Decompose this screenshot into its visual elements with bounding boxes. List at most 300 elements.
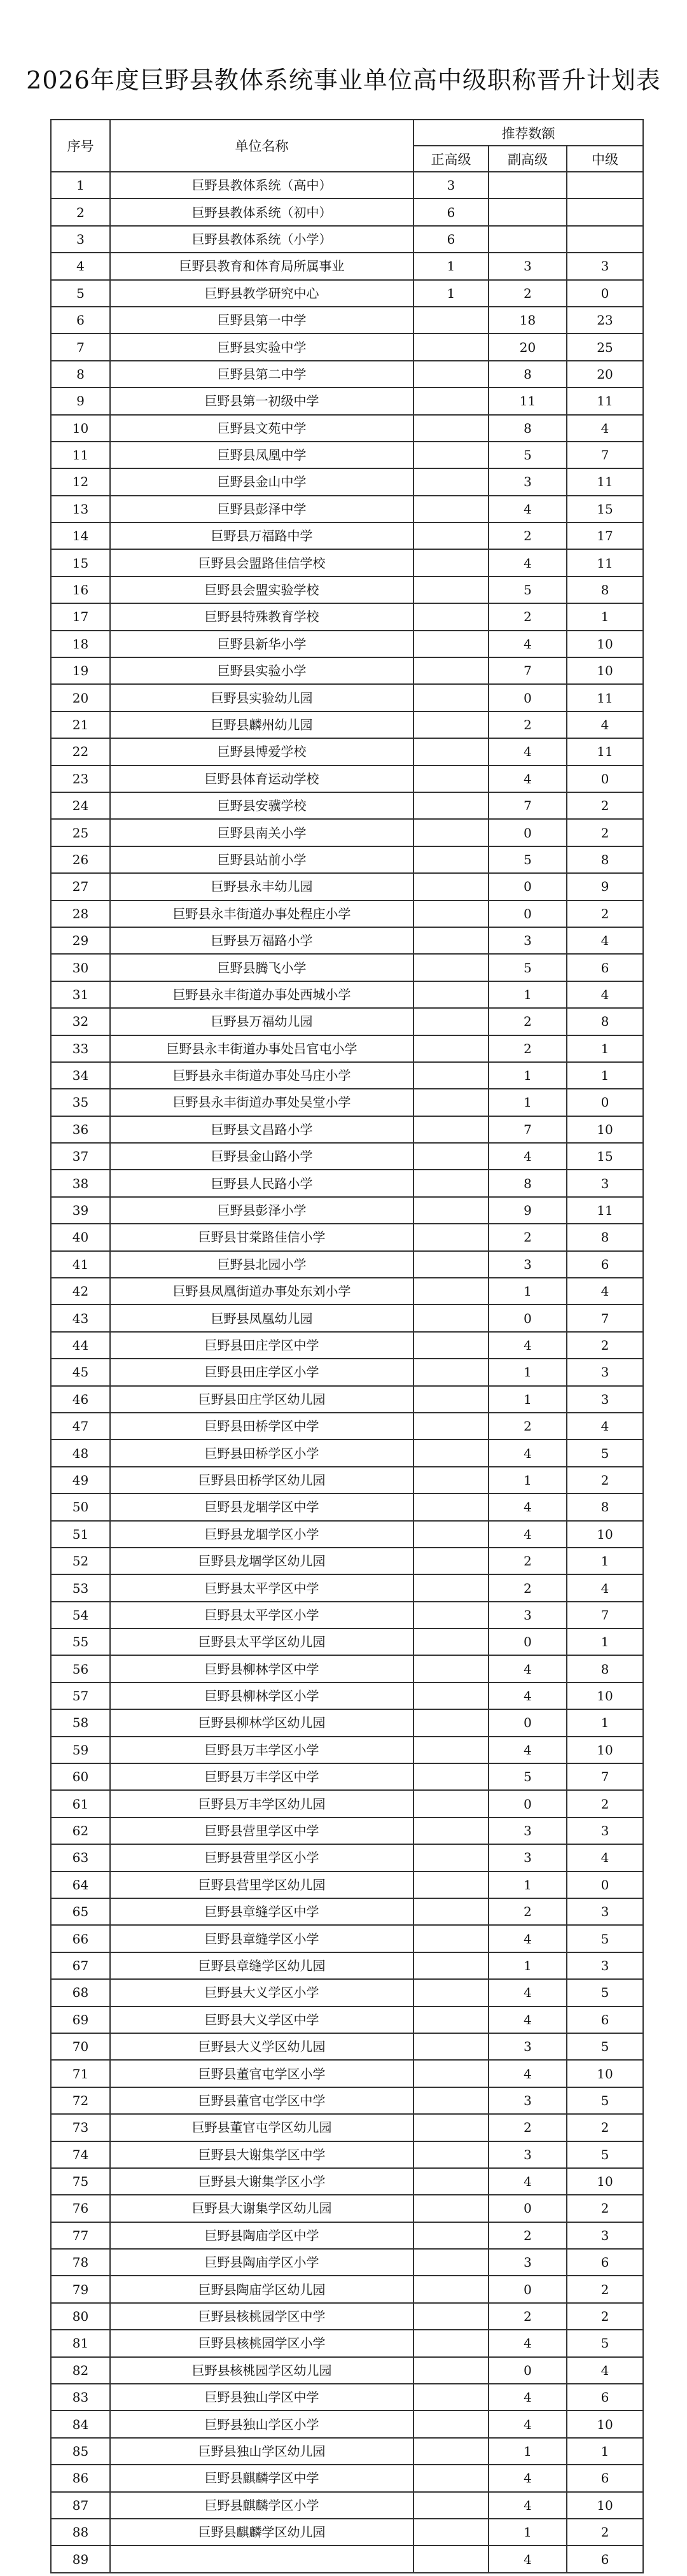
cell-senior bbox=[413, 1925, 489, 1952]
cell-unit-name: 巨野县麒麟学区幼儿园 bbox=[110, 2519, 413, 2545]
table-row bbox=[51, 253, 643, 279]
table-row bbox=[51, 1979, 643, 2006]
cell-vice-senior: 8 bbox=[489, 415, 567, 442]
cell-vice-senior: 4 bbox=[489, 2411, 567, 2437]
cell-vice-senior: 2 bbox=[489, 603, 567, 630]
cell-vice-senior bbox=[489, 172, 567, 199]
cell-senior: 1 bbox=[413, 253, 489, 279]
cell-vice-senior: 4 bbox=[489, 2384, 567, 2411]
cell-unit-name: 巨野县营里学区小学 bbox=[110, 1844, 413, 1871]
cell-senior bbox=[413, 2060, 489, 2087]
table-row bbox=[51, 1872, 643, 1898]
cell-middle: 8 bbox=[567, 1008, 643, 1035]
cell-unit-name: 巨野县第一初级中学 bbox=[110, 388, 413, 414]
cell-vice-senior: 2 bbox=[489, 1898, 567, 1925]
cell-senior bbox=[413, 738, 489, 765]
cell-vice-senior: 1 bbox=[489, 1089, 567, 1116]
cell-no: 74 bbox=[51, 2141, 110, 2168]
cell-unit-name: 巨野县章缝学区小学 bbox=[110, 1925, 413, 1952]
cell-middle: 3 bbox=[567, 1817, 643, 1844]
cell-unit-name: 巨野县田桥学区幼儿园 bbox=[110, 1467, 413, 1494]
cell-unit-name: 巨野县大义学区幼儿园 bbox=[110, 2033, 413, 2060]
cell-middle: 4 bbox=[567, 927, 643, 954]
cell-vice-senior: 1 bbox=[489, 1359, 567, 1385]
cell-senior bbox=[413, 1251, 489, 1278]
cell-unit-name: 巨野县文昌路小学 bbox=[110, 1116, 413, 1143]
cell-no: 24 bbox=[51, 792, 110, 819]
cell-vice-senior: 3 bbox=[489, 2087, 567, 2114]
cell-middle: 0 bbox=[567, 1089, 643, 1116]
table-row bbox=[51, 1709, 643, 1736]
cell-unit-name: 巨野县万丰学区幼儿园 bbox=[110, 1790, 413, 1817]
cell-unit-name: 巨野县核桃园学区幼儿园 bbox=[110, 2357, 413, 2384]
cell-senior bbox=[413, 1008, 489, 1035]
table-row bbox=[51, 954, 643, 981]
cell-senior bbox=[413, 1521, 489, 1548]
cell-unit-name: 巨野县凤凰街道办事处东刘小学 bbox=[110, 1278, 413, 1305]
cell-vice-senior bbox=[489, 226, 567, 253]
cell-no: 39 bbox=[51, 1197, 110, 1224]
cell-middle: 15 bbox=[567, 1143, 643, 1170]
cell-unit-name: 巨野县大谢集学区中学 bbox=[110, 2141, 413, 2168]
cell-middle: 20 bbox=[567, 361, 643, 388]
cell-middle: 1 bbox=[567, 1709, 643, 1736]
cell-vice-senior: 4 bbox=[489, 766, 567, 792]
header-vice-senior: 副高级 bbox=[489, 146, 567, 172]
cell-senior bbox=[413, 954, 489, 981]
cell-middle: 11 bbox=[567, 684, 643, 711]
cell-senior bbox=[413, 2141, 489, 2168]
cell-no: 9 bbox=[51, 388, 110, 414]
table-row bbox=[51, 766, 643, 792]
cell-no: 34 bbox=[51, 1062, 110, 1089]
cell-unit-name: 巨野县新华小学 bbox=[110, 631, 413, 657]
cell-unit-name: 巨野县陶庙学区幼儿园 bbox=[110, 2276, 413, 2302]
cell-senior bbox=[413, 927, 489, 954]
cell-vice-senior: 4 bbox=[489, 1439, 567, 1466]
cell-no: 15 bbox=[51, 549, 110, 576]
cell-senior bbox=[413, 1386, 489, 1413]
cell-unit-name: 巨野县田桥学区中学 bbox=[110, 1413, 413, 1439]
cell-senior bbox=[413, 496, 489, 522]
cell-vice-senior: 5 bbox=[489, 846, 567, 873]
table-row bbox=[51, 1008, 643, 1035]
table-row bbox=[51, 1251, 643, 1278]
cell-middle: 10 bbox=[567, 1521, 643, 1548]
cell-vice-senior: 20 bbox=[489, 333, 567, 360]
cell-unit-name: 巨野县营里学区中学 bbox=[110, 1817, 413, 1844]
cell-senior bbox=[413, 361, 489, 388]
cell-no: 78 bbox=[51, 2249, 110, 2276]
table-row bbox=[51, 522, 643, 549]
cell-senior bbox=[413, 2465, 489, 2491]
cell-middle: 10 bbox=[567, 2060, 643, 2087]
cell-unit-name: 巨野县站前小学 bbox=[110, 846, 413, 873]
cell-no: 63 bbox=[51, 1844, 110, 1871]
table-row bbox=[51, 1628, 643, 1655]
cell-middle: 6 bbox=[567, 2006, 643, 2033]
cell-senior bbox=[413, 2330, 489, 2356]
cell-vice-senior: 5 bbox=[489, 1763, 567, 1790]
cell-vice-senior: 18 bbox=[489, 307, 567, 333]
cell-vice-senior: 7 bbox=[489, 792, 567, 819]
document-title: 2026年度巨野县教体系统事业单位高中级职称晋升计划表 bbox=[26, 66, 661, 94]
cell-no: 66 bbox=[51, 1925, 110, 1952]
cell-vice-senior: 0 bbox=[489, 2357, 567, 2384]
cell-unit-name: 巨野县实验中学 bbox=[110, 333, 413, 360]
cell-senior bbox=[413, 846, 489, 873]
cell-senior bbox=[413, 2033, 489, 2060]
cell-unit-name: 巨野县凤凰中学 bbox=[110, 442, 413, 468]
table-row bbox=[51, 280, 643, 307]
cell-middle: 11 bbox=[567, 549, 643, 576]
cell-unit-name: 巨野县章缝学区幼儿园 bbox=[110, 1952, 413, 1979]
cell-senior bbox=[413, 631, 489, 657]
table-row bbox=[51, 711, 643, 738]
table-row bbox=[51, 2465, 643, 2491]
cell-middle: 9 bbox=[567, 873, 643, 900]
cell-middle: 5 bbox=[567, 1439, 643, 1466]
cell-no: 61 bbox=[51, 1790, 110, 1817]
table-row bbox=[51, 2195, 643, 2222]
cell-senior bbox=[413, 577, 489, 603]
table-row bbox=[51, 981, 643, 1008]
cell-unit-name: 巨野县特殊教育学校 bbox=[110, 603, 413, 630]
cell-middle: 1 bbox=[567, 1628, 643, 1655]
cell-no: 43 bbox=[51, 1305, 110, 1331]
cell-vice-senior: 3 bbox=[489, 2141, 567, 2168]
cell-unit-name: 巨野县会盟实验学校 bbox=[110, 577, 413, 603]
cell-senior: 3 bbox=[413, 172, 489, 199]
cell-senior bbox=[413, 1574, 489, 1601]
cell-senior: 6 bbox=[413, 199, 489, 225]
cell-middle: 5 bbox=[567, 1925, 643, 1952]
cell-unit-name: 巨野县董官屯学区小学 bbox=[110, 2060, 413, 2087]
cell-senior bbox=[413, 1035, 489, 1062]
cell-middle: 8 bbox=[567, 1655, 643, 1682]
header-unit-name: 单位名称 bbox=[110, 120, 413, 172]
table-row bbox=[51, 1655, 643, 1682]
cell-unit-name: 巨野县永丰街道办事处西城小学 bbox=[110, 981, 413, 1008]
cell-middle: 10 bbox=[567, 2492, 643, 2519]
table-row bbox=[51, 1332, 643, 1359]
cell-no: 33 bbox=[51, 1035, 110, 1062]
cell-middle: 3 bbox=[567, 1952, 643, 1979]
cell-middle: 1 bbox=[567, 1062, 643, 1089]
cell-middle: 2 bbox=[567, 2519, 643, 2545]
table-row bbox=[51, 2114, 643, 2141]
cell-unit-name: 巨野县董官屯学区中学 bbox=[110, 2087, 413, 2114]
cell-vice-senior: 3 bbox=[489, 1817, 567, 1844]
cell-senior bbox=[413, 1952, 489, 1979]
cell-vice-senior: 0 bbox=[489, 819, 567, 846]
cell-no: 44 bbox=[51, 1332, 110, 1359]
cell-no: 77 bbox=[51, 2222, 110, 2249]
cell-senior bbox=[413, 2276, 489, 2302]
cell-no: 68 bbox=[51, 1979, 110, 2006]
cell-unit-name: 巨野县彭泽中学 bbox=[110, 496, 413, 522]
cell-unit-name: 巨野县北园小学 bbox=[110, 1251, 413, 1278]
cell-no: 32 bbox=[51, 1008, 110, 1035]
cell-middle: 4 bbox=[567, 1413, 643, 1439]
cell-unit-name: 巨野县体育运动学校 bbox=[110, 766, 413, 792]
cell-unit-name: 巨野县麒麟学区中学 bbox=[110, 2465, 413, 2491]
cell-unit-name: 巨野县金山中学 bbox=[110, 468, 413, 495]
cell-no: 40 bbox=[51, 1224, 110, 1250]
cell-vice-senior: 1 bbox=[489, 2438, 567, 2465]
cell-no: 10 bbox=[51, 415, 110, 442]
cell-vice-senior: 0 bbox=[489, 873, 567, 900]
cell-unit-name: 巨野县实验幼儿园 bbox=[110, 684, 413, 711]
cell-vice-senior: 1 bbox=[489, 1467, 567, 1494]
cell-middle: 10 bbox=[567, 2168, 643, 2195]
cell-vice-senior: 5 bbox=[489, 442, 567, 468]
cell-senior bbox=[413, 900, 489, 927]
cell-unit-name: 巨野县独山学区中学 bbox=[110, 2384, 413, 2411]
cell-senior bbox=[413, 1439, 489, 1466]
cell-senior bbox=[413, 766, 489, 792]
cell-middle: 8 bbox=[567, 1494, 643, 1520]
cell-vice-senior: 4 bbox=[489, 1494, 567, 1520]
cell-unit-name: 巨野县南关小学 bbox=[110, 819, 413, 846]
cell-senior bbox=[413, 873, 489, 900]
cell-middle: 23 bbox=[567, 307, 643, 333]
cell-no: 67 bbox=[51, 1952, 110, 1979]
table-row bbox=[51, 1062, 643, 1089]
table-row bbox=[51, 1737, 643, 1763]
table-row bbox=[51, 577, 643, 603]
cell-senior bbox=[413, 2384, 489, 2411]
cell-no: 30 bbox=[51, 954, 110, 981]
cell-no: 71 bbox=[51, 2060, 110, 2087]
cell-unit-name: 巨野县腾飞小学 bbox=[110, 954, 413, 981]
cell-unit-name: 巨野县龙堌学区小学 bbox=[110, 1521, 413, 1548]
cell-vice-senior: 2 bbox=[489, 522, 567, 549]
cell-middle: 8 bbox=[567, 577, 643, 603]
cell-no: 56 bbox=[51, 1655, 110, 1682]
cell-no: 52 bbox=[51, 1548, 110, 1574]
cell-unit-name: 巨野县大义学区小学 bbox=[110, 1979, 413, 2006]
cell-unit-name: 巨野县营里学区幼儿园 bbox=[110, 1872, 413, 1898]
cell-vice-senior: 5 bbox=[489, 954, 567, 981]
table-row bbox=[51, 873, 643, 900]
cell-vice-senior: 0 bbox=[489, 1790, 567, 1817]
cell-no: 60 bbox=[51, 1763, 110, 1790]
cell-middle: 11 bbox=[567, 738, 643, 765]
cell-vice-senior: 4 bbox=[489, 2465, 567, 2491]
cell-middle: 3 bbox=[567, 2222, 643, 2249]
cell-senior bbox=[413, 442, 489, 468]
cell-vice-senior: 2 bbox=[489, 1035, 567, 1062]
cell-unit-name: 巨野县万福路中学 bbox=[110, 522, 413, 549]
cell-unit-name: 巨野县陶庙学区小学 bbox=[110, 2249, 413, 2276]
table-row bbox=[51, 792, 643, 819]
cell-vice-senior: 0 bbox=[489, 1305, 567, 1331]
cell-senior bbox=[413, 1844, 489, 1871]
cell-middle: 6 bbox=[567, 2249, 643, 2276]
table-row bbox=[51, 1035, 643, 1062]
table-row bbox=[51, 1116, 643, 1143]
cell-senior bbox=[413, 2222, 489, 2249]
cell-middle: 17 bbox=[567, 522, 643, 549]
cell-middle: 6 bbox=[567, 2384, 643, 2411]
cell-senior bbox=[413, 819, 489, 846]
cell-middle: 7 bbox=[567, 1305, 643, 1331]
table-row bbox=[51, 361, 643, 388]
cell-middle: 5 bbox=[567, 1979, 643, 2006]
cell-middle: 2 bbox=[567, 2114, 643, 2141]
cell-vice-senior: 3 bbox=[489, 1251, 567, 1278]
cell-middle: 4 bbox=[567, 415, 643, 442]
cell-no: 69 bbox=[51, 2006, 110, 2033]
cell-senior bbox=[413, 711, 489, 738]
cell-vice-senior: 3 bbox=[489, 927, 567, 954]
table-row bbox=[51, 1790, 643, 1817]
cell-no: 80 bbox=[51, 2303, 110, 2330]
cell-unit-name: 巨野县独山学区幼儿园 bbox=[110, 2438, 413, 2465]
cell-senior bbox=[413, 1737, 489, 1763]
cell-vice-senior: 4 bbox=[489, 1332, 567, 1359]
cell-no: 87 bbox=[51, 2492, 110, 2519]
cell-senior bbox=[413, 2411, 489, 2437]
cell-vice-senior: 4 bbox=[489, 2330, 567, 2356]
cell-senior bbox=[413, 1467, 489, 1494]
cell-no: 70 bbox=[51, 2033, 110, 2060]
cell-vice-senior: 3 bbox=[489, 1844, 567, 1871]
cell-senior bbox=[413, 1143, 489, 1170]
cell-senior: 1 bbox=[413, 280, 489, 307]
cell-unit-name: 巨野县田庄学区中学 bbox=[110, 1332, 413, 1359]
cell-vice-senior: 9 bbox=[489, 1197, 567, 1224]
cell-senior bbox=[413, 1224, 489, 1250]
cell-unit-name: 巨野县麟州幼儿园 bbox=[110, 711, 413, 738]
cell-vice-senior: 8 bbox=[489, 361, 567, 388]
cell-unit-name: 巨野县核桃园学区中学 bbox=[110, 2303, 413, 2330]
cell-vice-senior: 4 bbox=[489, 1521, 567, 1548]
cell-middle: 3 bbox=[567, 1898, 643, 1925]
cell-middle: 4 bbox=[567, 981, 643, 1008]
cell-senior bbox=[413, 1305, 489, 1331]
cell-no: 86 bbox=[51, 2465, 110, 2491]
header-recommend-quota: 推荐数额 bbox=[413, 120, 643, 146]
cell-vice-senior: 4 bbox=[489, 1979, 567, 2006]
table-row bbox=[51, 1089, 643, 1116]
cell-middle: 4 bbox=[567, 1574, 643, 1601]
table-row bbox=[51, 657, 643, 684]
cell-vice-senior: 0 bbox=[489, 1709, 567, 1736]
cell-middle: 11 bbox=[567, 1197, 643, 1224]
cell-middle bbox=[567, 226, 643, 253]
cell-unit-name: 巨野县彭泽小学 bbox=[110, 1197, 413, 1224]
cell-senior bbox=[413, 1548, 489, 1574]
cell-unit-name: 巨野县章缝学区中学 bbox=[110, 1898, 413, 1925]
cell-middle: 1 bbox=[567, 603, 643, 630]
cell-vice-senior: 4 bbox=[489, 2492, 567, 2519]
cell-unit-name: 巨野县实验小学 bbox=[110, 657, 413, 684]
cell-vice-senior: 0 bbox=[489, 1628, 567, 1655]
cell-no: 89 bbox=[51, 2545, 110, 2572]
table-row bbox=[51, 2357, 643, 2384]
cell-senior bbox=[413, 1278, 489, 1305]
table-row bbox=[51, 2141, 643, 2168]
cell-senior bbox=[413, 2195, 489, 2222]
cell-vice-senior: 1 bbox=[489, 1062, 567, 1089]
cell-middle bbox=[567, 172, 643, 199]
cell-senior bbox=[413, 2249, 489, 2276]
cell-middle: 2 bbox=[567, 2195, 643, 2222]
cell-senior bbox=[413, 684, 489, 711]
cell-no: 85 bbox=[51, 2438, 110, 2465]
cell-middle: 10 bbox=[567, 631, 643, 657]
cell-middle: 0 bbox=[567, 280, 643, 307]
promotion-plan-table bbox=[50, 119, 644, 2573]
table-row bbox=[51, 1143, 643, 1170]
cell-unit-name: 巨野县安骥学校 bbox=[110, 792, 413, 819]
cell-vice-senior: 2 bbox=[489, 2303, 567, 2330]
cell-middle: 3 bbox=[567, 253, 643, 279]
cell-vice-senior: 4 bbox=[489, 2006, 567, 2033]
cell-vice-senior: 2 bbox=[489, 1008, 567, 1035]
cell-middle: 1 bbox=[567, 2438, 643, 2465]
cell-no: 36 bbox=[51, 1116, 110, 1143]
table-row bbox=[51, 1548, 643, 1574]
cell-middle: 6 bbox=[567, 2545, 643, 2572]
cell-middle: 10 bbox=[567, 2411, 643, 2437]
cell-vice-senior bbox=[489, 199, 567, 225]
table-row bbox=[51, 846, 643, 873]
cell-no: 16 bbox=[51, 577, 110, 603]
cell-middle: 2 bbox=[567, 900, 643, 927]
table-row bbox=[51, 1197, 643, 1224]
cell-senior bbox=[413, 1817, 489, 1844]
cell-vice-senior: 4 bbox=[489, 2168, 567, 2195]
cell-no: 26 bbox=[51, 846, 110, 873]
cell-unit-name: 巨野县永丰幼儿园 bbox=[110, 873, 413, 900]
cell-vice-senior: 4 bbox=[489, 496, 567, 522]
cell-unit-name: 巨野县董官屯学区幼儿园 bbox=[110, 2114, 413, 2141]
cell-unit-name: 巨野县麒麟学区小学 bbox=[110, 2492, 413, 2519]
cell-middle: 2 bbox=[567, 792, 643, 819]
cell-senior bbox=[413, 1979, 489, 2006]
cell-no: 45 bbox=[51, 1359, 110, 1385]
cell-unit-name: 巨野县田桥学区小学 bbox=[110, 1439, 413, 1466]
cell-no: 23 bbox=[51, 766, 110, 792]
cell-vice-senior: 7 bbox=[489, 657, 567, 684]
cell-senior bbox=[413, 468, 489, 495]
cell-middle: 7 bbox=[567, 442, 643, 468]
cell-middle: 10 bbox=[567, 1683, 643, 1709]
cell-no: 75 bbox=[51, 2168, 110, 2195]
cell-vice-senior: 3 bbox=[489, 468, 567, 495]
cell-vice-senior: 5 bbox=[489, 577, 567, 603]
table-header bbox=[51, 120, 643, 172]
header-no: 序号 bbox=[51, 120, 110, 172]
cell-unit-name: 巨野县太平学区小学 bbox=[110, 1602, 413, 1628]
cell-no: 72 bbox=[51, 2087, 110, 2114]
cell-no: 6 bbox=[51, 307, 110, 333]
cell-no: 51 bbox=[51, 1521, 110, 1548]
cell-vice-senior: 2 bbox=[489, 2222, 567, 2249]
table-row bbox=[51, 2168, 643, 2195]
cell-middle: 5 bbox=[567, 2033, 643, 2060]
cell-no: 28 bbox=[51, 900, 110, 927]
table-row bbox=[51, 2384, 643, 2411]
cell-senior bbox=[413, 307, 489, 333]
cell-senior bbox=[413, 1494, 489, 1520]
cell-vice-senior: 1 bbox=[489, 1278, 567, 1305]
cell-unit-name: 巨野县甘棠路佳信小学 bbox=[110, 1224, 413, 1250]
table-row bbox=[51, 1494, 643, 1520]
